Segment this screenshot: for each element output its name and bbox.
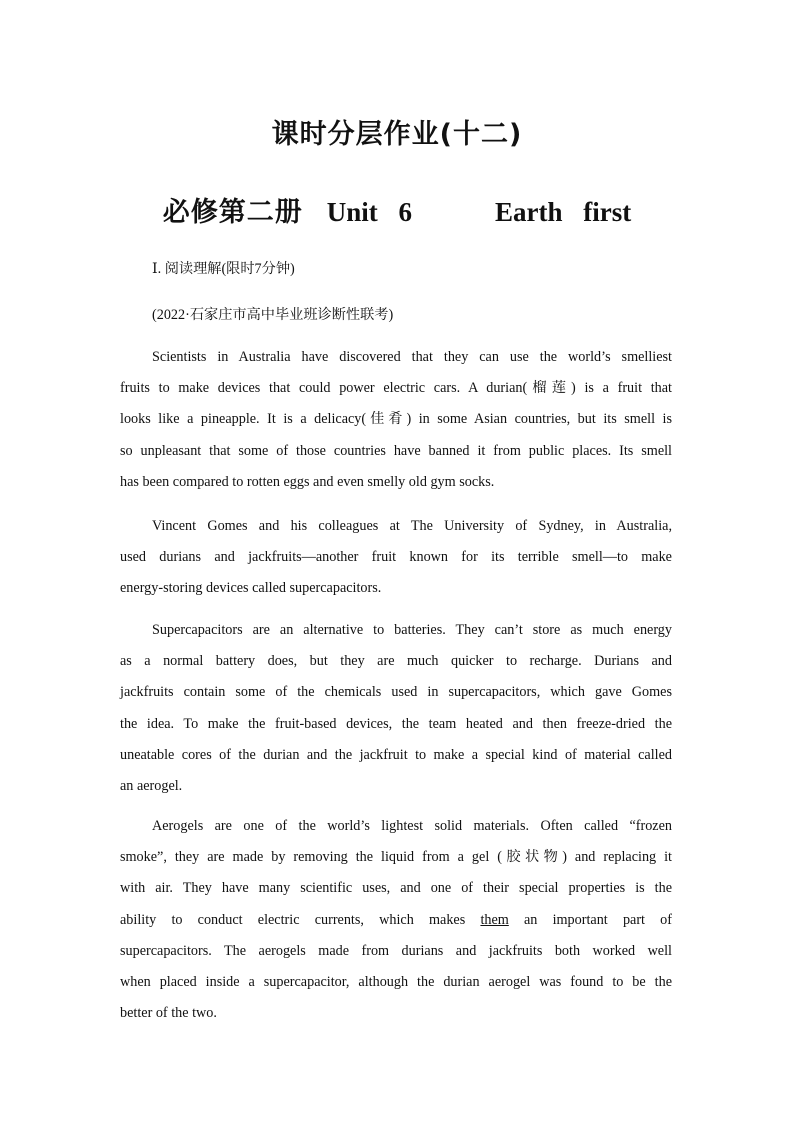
paragraph-line: as a normal battery does, but they are much quicker to recharge. Durians and — [120, 653, 672, 670]
paragraph-line-start: ability to conduct electric currents, which makes — [120, 911, 481, 928]
subtitle-chinese: 必修第二册 — [162, 197, 303, 228]
paragraph-line: fruits to make devices that could power electric cars. A durian(榴莲) is a fruit that — [120, 380, 672, 397]
page-title: 课时分层作业(十二) — [271, 119, 523, 150]
paragraph-line: Supercapacitors are an alternative to batteries. They can’t store as much energy — [152, 622, 672, 638]
section-heading: Ⅰ. 阅读理解(限时7分钟) — [152, 261, 295, 277]
paragraph-line: Scientists in Australia have discovered that they can use the world’s smelliest — [152, 349, 672, 365]
passage-paragraph-4 — [120, 811, 672, 1029]
subtitle-unit: Unit 6 Earth first — [326, 197, 632, 227]
paragraph-line: smoke”, they are made by removing the liquid from a gel (胶状物) and replacing it — [120, 849, 672, 866]
page-subtitle — [0, 190, 794, 229]
paragraph-line: Vincent Gomes and his colleagues at The University of Sydney, in Australia, — [152, 518, 672, 534]
underlined-word-them: them — [480, 911, 509, 928]
passage-paragraph-3 — [120, 615, 672, 802]
paragraph-line: looks like a pineapple. It is a delicacy(佳肴) in some Asian countries, but its smell is — [120, 411, 672, 428]
paragraph-line-end: an important part of — [508, 911, 673, 928]
paragraph-line: with air. They have many scientific uses, and one of their special properties is the — [120, 880, 672, 897]
paragraph-line: energy-storing devices called supercapacitors. — [120, 580, 382, 597]
paragraph-line: has been compared to rotten eggs and even smelly old gym socks. — [120, 473, 495, 490]
paragraph-line: when placed inside a supercapacitor, although the durian aerogel was found to be the — [120, 973, 672, 990]
passage-paragraph-1 — [120, 342, 672, 498]
paragraph-line: the idea. To make the fruit-based devices, the team heated and then freeze-dried the — [120, 715, 672, 732]
paragraph-line-with-underline — [120, 905, 672, 936]
paragraph-line: better of the two. — [120, 1005, 217, 1022]
passage-paragraph-2 — [120, 511, 672, 605]
paragraph-line: used durians and jackfruits—another fruit known for its terrible smell—to make — [120, 549, 672, 566]
passage-source: (2022·石家庄市高中毕业班诊断性联考) — [152, 307, 394, 323]
paragraph-line: an aerogel. — [120, 777, 183, 794]
paragraph-line: uneatable cores of the durian and the jackfruit to make a special kind of material called — [120, 746, 672, 763]
paragraph-line: Aerogels are one of the world’s lightest solid materials. Often called “frozen — [152, 818, 672, 834]
paragraph-line: jackfruits contain some of the chemicals used in supercapacitors, which gave Gomes — [120, 684, 672, 701]
paragraph-line: so unpleasant that some of those countries have banned it from public places. Its smell — [120, 442, 672, 459]
paragraph-line: supercapacitors. The aerogels made from durians and jackfruits both worked well — [120, 942, 672, 959]
